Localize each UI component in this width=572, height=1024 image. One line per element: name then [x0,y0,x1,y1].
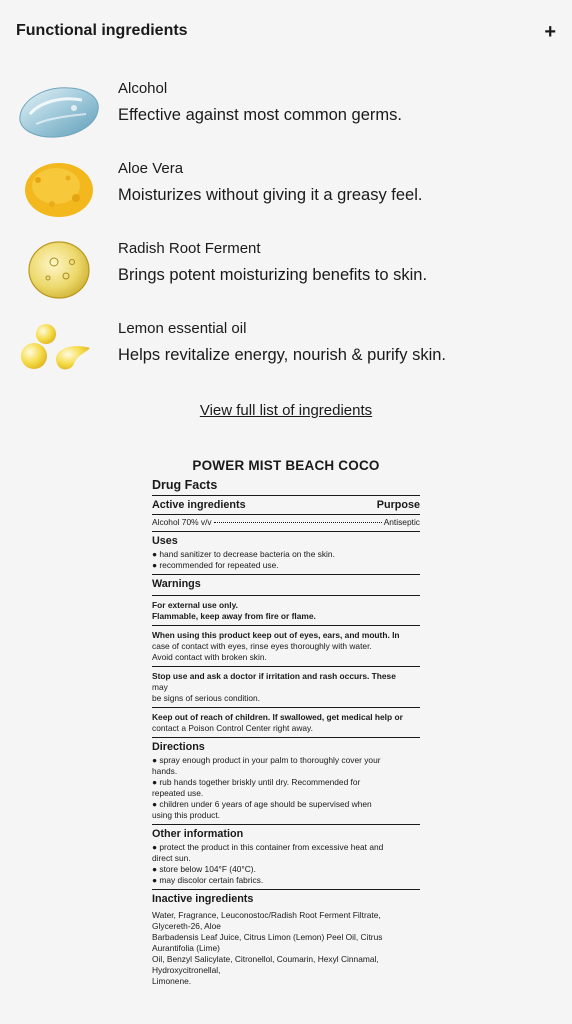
directions-line: hands. [152,766,178,776]
inactive-line: Limonene. [152,976,192,986]
other-info-line: direct sun. [152,853,191,863]
directions-line: repeated use. [152,788,204,798]
oil-droplets-icon [16,320,102,386]
ingredient-item [0,240,572,320]
ingredient-description: Helps revitalize energy, nourish & purify skin. [118,346,447,364]
other-information-label: Other information [152,828,244,840]
ingredient-name: Radish Root Ferment [118,240,261,257]
inactive-line: Barbadensis Leaf Juice, Citrus Limon (Lemon) Peel Oil, Citrus [152,932,383,942]
drug-facts-heading: Drug Facts [152,478,218,492]
warning-line: may [152,682,168,692]
directions-line: ● rub hands together briskly until dry. Recommended for [152,777,361,787]
active-ingredients-label: Active ingredients [152,499,246,511]
directions-line: ● spray enough product in your palm to thoroughly cover your [152,755,381,765]
yellow-powder-icon [16,160,102,226]
ingredient-name: Lemon essential oil [118,320,247,337]
purpose-label: Purpose [376,499,420,511]
warnings-label: Warnings [152,578,201,590]
directions-label: Directions [152,741,205,753]
other-info-line: ● protect the product in this container from excessive heat and [152,842,384,852]
inactive-line: Water, Fragrance, Leuconostoc/Radish Root Ferment Filtrate, [152,910,381,920]
warning-line: Keep out of reach of children. If swallowed, get medical help or [152,712,403,722]
inactive-ingredients-section [152,890,420,990]
warning-block [152,626,420,666]
ingredient-name: Alcohol [118,80,168,97]
functional-ingredients-header[interactable] [0,0,572,66]
warning-line: Avoid contact with broken skin. [152,652,267,662]
ingredient-item [0,160,572,240]
product-title: POWER MIST BEACH COCO [192,458,380,473]
warning-line: Stop use and ask a doctor if irritation and rash occurs. These [152,671,396,681]
warning-block [152,667,420,707]
inactive-line: Glycereth-26, Aloe [152,921,221,931]
active-ingredients-section [152,496,420,531]
ingredient-item [0,320,572,400]
inactive-line: Hydroxycitronellal, [152,965,221,975]
section-title: Functional ingredients [16,22,188,39]
warning-line: case of contact with eyes, rinse eyes thoroughly with water. [152,641,372,651]
inactive-line: Aurantifolia (Lime) [152,943,220,953]
other-info-line: ● store below 104°F (40°C). [152,864,256,874]
view-full-ingredients-link[interactable]: View full list of ingredients [199,402,373,419]
other-information-section [152,825,420,889]
ingredient-description: Moisturizes without giving it a greasy feel. [118,186,423,204]
uses-line: ● recommended for repeated use. [152,560,279,570]
expand-toggle-icon[interactable]: + [544,21,556,43]
gel-swatch-icon [16,80,102,146]
warning-line: contact a Poison Control Center right away. [152,723,313,733]
uses-label: Uses [152,535,178,547]
inactive-ingredients-label: Inactive ingredients [152,893,254,905]
warning-line: When using this product keep out of eyes, ears, and mouth. In [152,630,400,640]
directions-section [152,738,420,824]
active-ingredient-purpose: Antiseptic [383,517,420,527]
directions-line: using this product. [152,810,220,820]
warning-block [152,596,420,625]
inactive-line: Oil, Benzyl Salicylate, Citronellol, Coumarin, Hexyl Cinnamal, [152,954,379,964]
uses-line: ● hand sanitizer to decrease bacteria on the skin. [152,549,335,559]
oil-drop-icon [16,240,102,306]
ingredient-description: Effective against most common germs. [118,106,402,124]
warning-line: be signs of serious condition. [152,693,261,703]
ingredient-name: Aloe Vera [118,160,184,177]
other-info-line: ● may discolor certain fabrics. [152,875,264,885]
ingredient-item [0,80,572,160]
active-ingredient-item: Alcohol 70% v/v [152,517,212,527]
ingredient-description: Brings potent moisturizing benefits to skin. [118,266,428,284]
warning-line: Flammable, keep away from fire or flame. [152,611,316,621]
warning-line: For external use only. [152,600,238,610]
warning-block [152,708,420,737]
directions-line: ● children under 6 years of age should be supervised when [152,799,372,809]
drug-facts-panel [152,480,420,990]
warnings-section [152,575,420,595]
uses-section [152,532,420,574]
